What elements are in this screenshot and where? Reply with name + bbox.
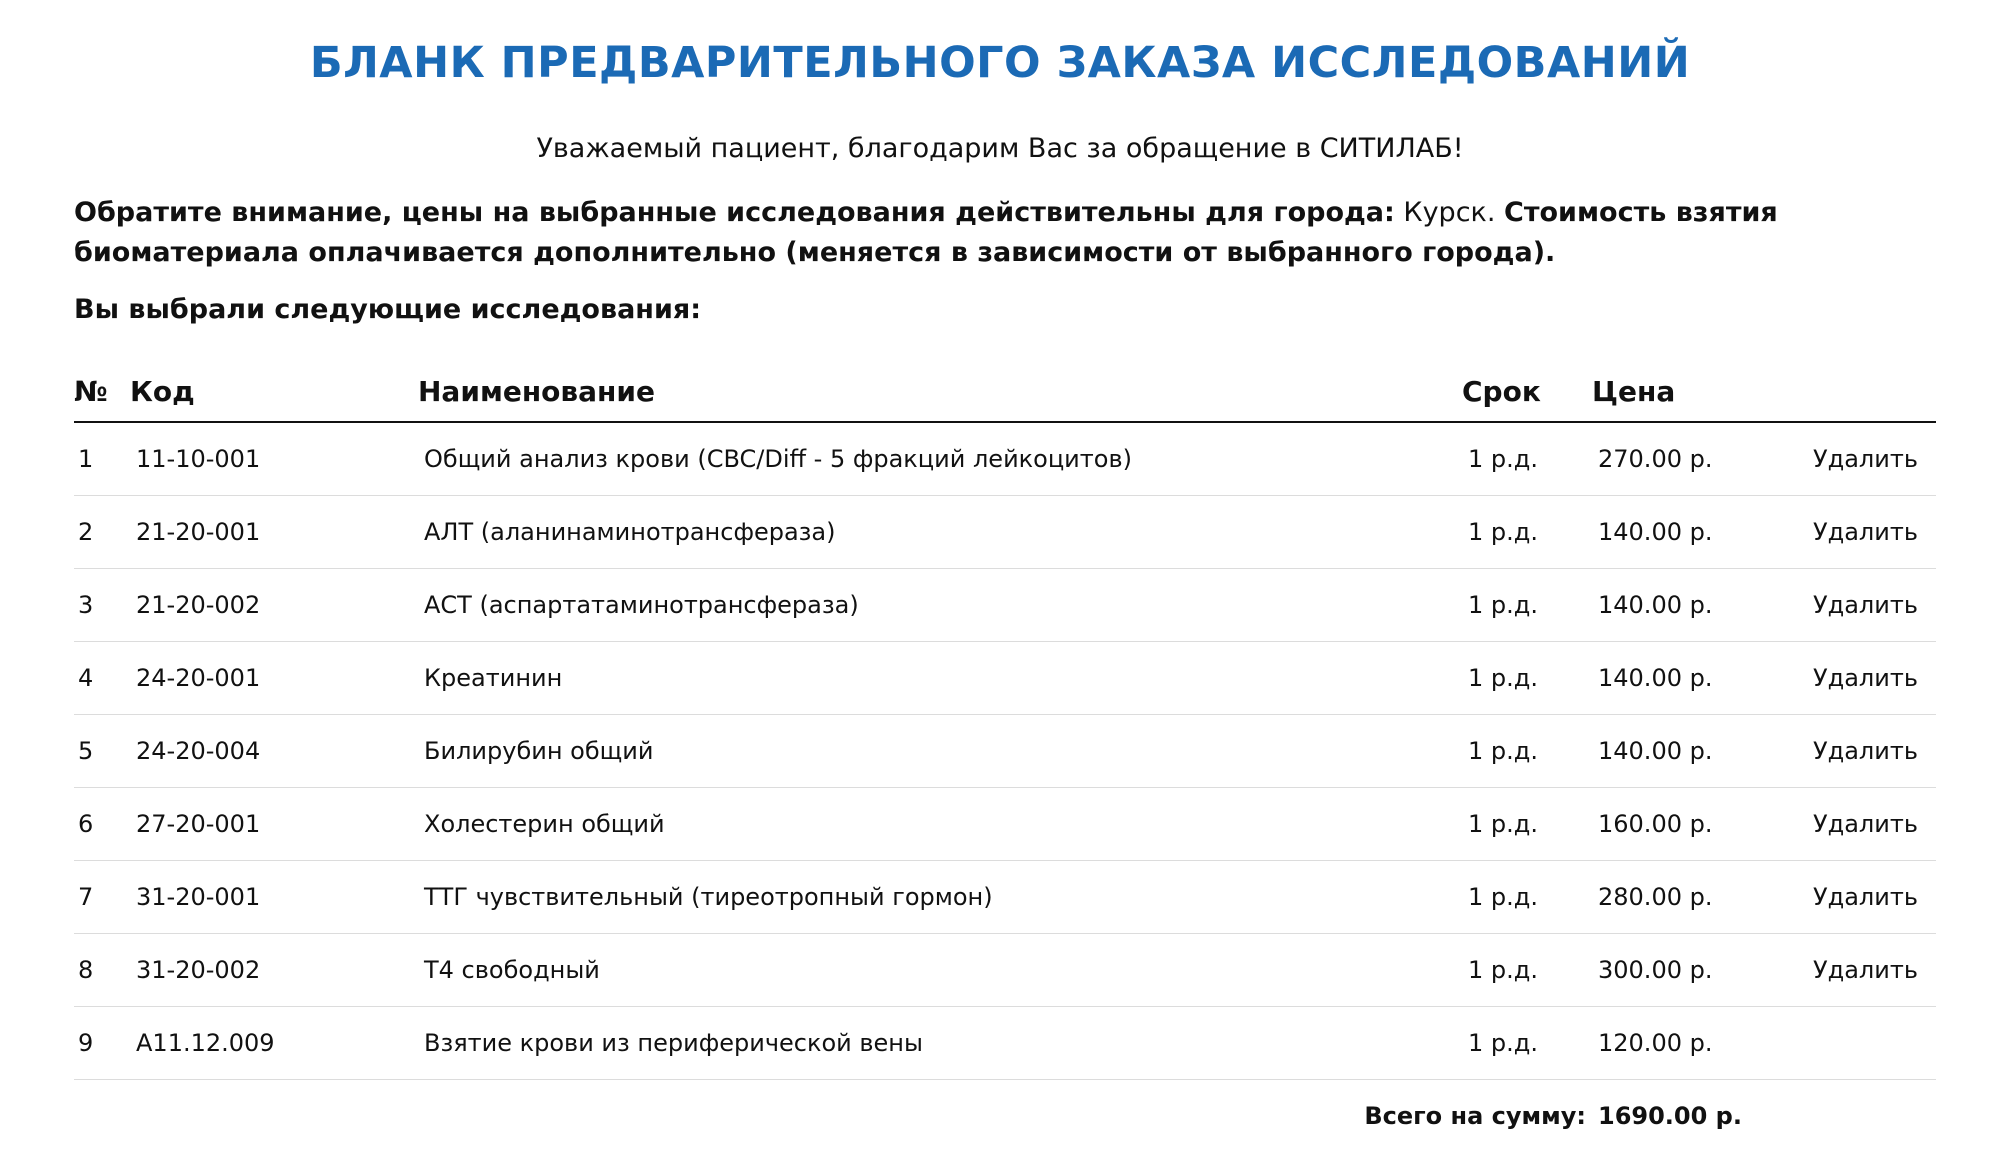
row-name: Общий анализ крови (CBC/Diff - 5 фракций лейкоцитов) [424,445,1132,473]
header-price: Цена [1592,375,1676,408]
row-num: 2 [78,518,94,546]
row-code: 31-20-001 [136,883,261,911]
notice-biomaterial: Стоимость взятия биоматериала оплачивается дополнительно (меняется в зависимости от выбранного города). [74,197,1778,268]
table-row [74,861,1936,934]
row-code: 24-20-004 [136,737,261,765]
table-row [74,715,1936,788]
row-term: 1 р.д. [1468,591,1538,619]
row-name: ТТГ чувствительный (тиреотропный гормон) [424,883,993,911]
row-name: АСТ (аспартатаминотрансфераза) [424,591,859,619]
greeting-text: Уважаемый пациент, благодарим Вас за обращение в СИТИЛАБ! [536,133,1464,164]
row-name: АЛТ (аланинаминотрансфераза) [424,518,836,546]
row-name: Креатинин [424,664,563,692]
table-row [74,642,1936,715]
row-term: 1 р.д. [1468,737,1538,765]
row-num: 1 [78,445,94,473]
row-term: 1 р.д. [1468,518,1538,546]
delete-link[interactable]: Удалить [1813,810,1918,838]
row-num: 4 [78,664,94,692]
page-title: БЛАНК ПРЕДВАРИТЕЛЬНОГО ЗАКАЗА ИССЛЕДОВАНИЙ [309,38,1691,88]
row-num: 9 [78,1029,94,1057]
row-price: 140.00 р. [1598,737,1713,765]
row-term: 1 р.д. [1468,664,1538,692]
total-label: Всего на сумму: [1364,1102,1586,1130]
delete-link[interactable]: Удалить [1813,591,1918,619]
row-code: 31-20-002 [136,956,261,984]
delete-link[interactable]: Удалить [1813,664,1918,692]
row-num: 5 [78,737,94,765]
header-term: Срок [1462,375,1541,408]
row-price: 140.00 р. [1598,518,1713,546]
row-name: Т4 свободный [424,956,600,984]
header-name: Наименование [418,375,655,408]
header-code: Код [130,375,195,408]
table-row [74,1007,1936,1080]
row-code: A11.12.009 [136,1029,275,1057]
row-code: 11-10-001 [136,445,261,473]
notice-city: Курск. [1403,197,1496,228]
row-term: 1 р.д. [1468,883,1538,911]
row-code: 21-20-001 [136,518,261,546]
row-num: 3 [78,591,94,619]
notice-intro: Обратите внимание, цены на выбранные исследования действительны для города: [74,197,1395,228]
row-num: 6 [78,810,94,838]
table-row [74,788,1936,861]
total-value: 1690.00 р. [1598,1102,1742,1130]
row-term: 1 р.д. [1468,1029,1538,1057]
row-name: Холестерин общий [424,810,665,838]
row-code: 24-20-001 [136,664,261,692]
row-num: 8 [78,956,94,984]
row-price: 280.00 р. [1598,883,1713,911]
row-price: 160.00 р. [1598,810,1713,838]
header-num: № [74,375,108,408]
tests-table [74,367,1936,1152]
chosen-tests-label: Вы выбрали следующие исследования: [74,294,701,325]
row-name: Билирубин общий [424,737,654,765]
row-num: 7 [78,883,94,911]
row-name: Взятие крови из периферической вены [424,1029,923,1057]
row-price: 140.00 р. [1598,664,1713,692]
table-row [74,496,1936,569]
row-term: 1 р.д. [1468,956,1538,984]
table-total [74,1080,1936,1152]
table-row [74,423,1936,496]
price-notice [74,193,1944,273]
delete-link[interactable]: Удалить [1813,518,1918,546]
row-term: 1 р.д. [1468,810,1538,838]
row-code: 21-20-002 [136,591,261,619]
table-header [74,367,1936,423]
row-term: 1 р.д. [1468,445,1538,473]
delete-link[interactable]: Удалить [1813,883,1918,911]
row-price: 120.00 р. [1598,1029,1713,1057]
delete-link[interactable]: Удалить [1813,737,1918,765]
table-row [74,569,1936,642]
row-code: 27-20-001 [136,810,261,838]
row-price: 300.00 р. [1598,956,1713,984]
delete-link[interactable]: Удалить [1813,445,1918,473]
delete-link[interactable]: Удалить [1813,956,1918,984]
row-price: 270.00 р. [1598,445,1713,473]
row-price: 140.00 р. [1598,591,1713,619]
table-row [74,934,1936,1007]
